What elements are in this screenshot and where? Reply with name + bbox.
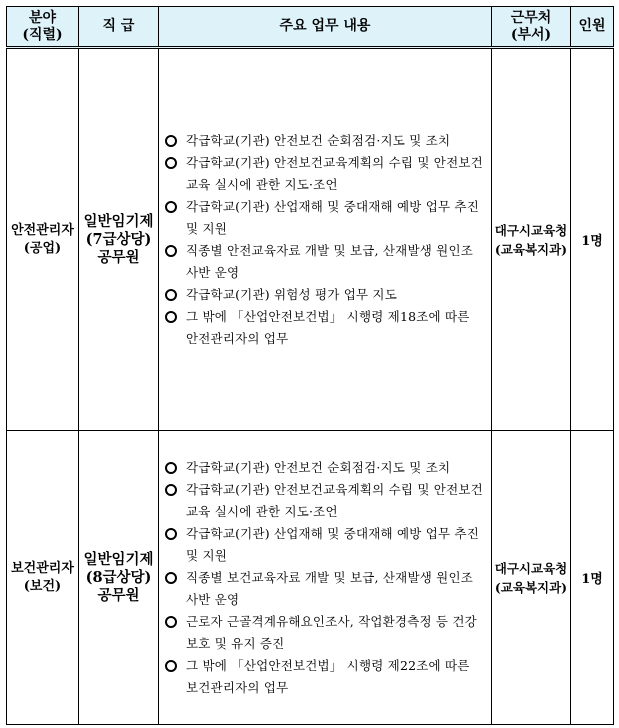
duty-item: 각급학교(기관) 안전보건교육계획의 수립 및 안전보건교육 실시에 관한 지도·조언 [163, 152, 485, 196]
workplace-cell: 대구시교육청 (교육복지과) [492, 48, 571, 431]
table-row [7, 48, 614, 431]
circle-bullet-icon [165, 484, 177, 496]
duty-item: 각급학교(기관) 안전보건교육계획의 수립 및 안전보건교육 실시에 관한 지도·조언 [163, 479, 485, 523]
duty-item: 각급학교(기관) 산업재해 및 중대재해 예방 업무 추진 및 지원 [163, 523, 485, 567]
circle-bullet-icon [165, 201, 177, 213]
circle-bullet-icon [165, 157, 177, 169]
recruitment-table [6, 6, 614, 725]
duty-item: 각급학교(기관) 위험성 평가 업무 지도 [163, 284, 485, 306]
duty-item: 근로자 근골격계유해요인조사, 작업환경측정 등 건강보호 및 유지 증진 [163, 611, 485, 655]
header-field: 분야 (직렬) [7, 7, 79, 48]
header-duties: 주요 업무 내용 [159, 7, 492, 48]
header-count: 인원 [571, 7, 614, 48]
duties-cell [159, 48, 492, 431]
circle-bullet-icon [165, 528, 177, 540]
rank-cell: 일반임기제 (8급상당) 공무원 [79, 431, 159, 725]
duty-item: 각급학교(기관) 안전보건 순회점검·지도 및 조치 [163, 457, 485, 479]
table-row [7, 431, 614, 725]
circle-bullet-icon [165, 311, 177, 323]
circle-bullet-icon [165, 660, 177, 672]
circle-bullet-icon [165, 572, 177, 584]
header-row [7, 7, 614, 48]
duty-item: 그 밖에 「산업안전보건법」 시행령 제22조에 따른 보건관리자의 업무 [163, 655, 485, 699]
circle-bullet-icon [165, 616, 177, 628]
workplace-cell: 대구시교육청 (교육복지과) [492, 431, 571, 725]
circle-bullet-icon [165, 289, 177, 301]
field-cell: 보건관리자 (보건) [7, 431, 79, 725]
circle-bullet-icon [165, 245, 177, 257]
circle-bullet-icon [165, 135, 177, 147]
duty-item: 직종별 안전교육자료 개발 및 보급, 산재발생 원인조사반 운영 [163, 240, 485, 284]
duty-item: 그 밖에 「산업안전보건법」 시행령 제18조에 따른 안전관리자의 업무 [163, 306, 485, 350]
field-cell: 안전관리자 (공업) [7, 48, 79, 431]
duty-item: 직종별 보건교육자료 개발 및 보급, 산재발생 원인조사반 운영 [163, 567, 485, 611]
header-rank: 직 급 [79, 7, 159, 48]
rank-cell: 일반임기제 (7급상당) 공무원 [79, 48, 159, 431]
circle-bullet-icon [165, 462, 177, 474]
duties-cell [159, 431, 492, 725]
header-workplace: 근무처 (부서) [492, 7, 571, 48]
count-cell: 1명 [571, 431, 614, 725]
duty-item: 각급학교(기관) 안전보건 순회점검·지도 및 조치 [163, 130, 485, 152]
duty-item: 각급학교(기관) 산업재해 및 중대재해 예방 업무 추진 및 지원 [163, 196, 485, 240]
count-cell: 1명 [571, 48, 614, 431]
